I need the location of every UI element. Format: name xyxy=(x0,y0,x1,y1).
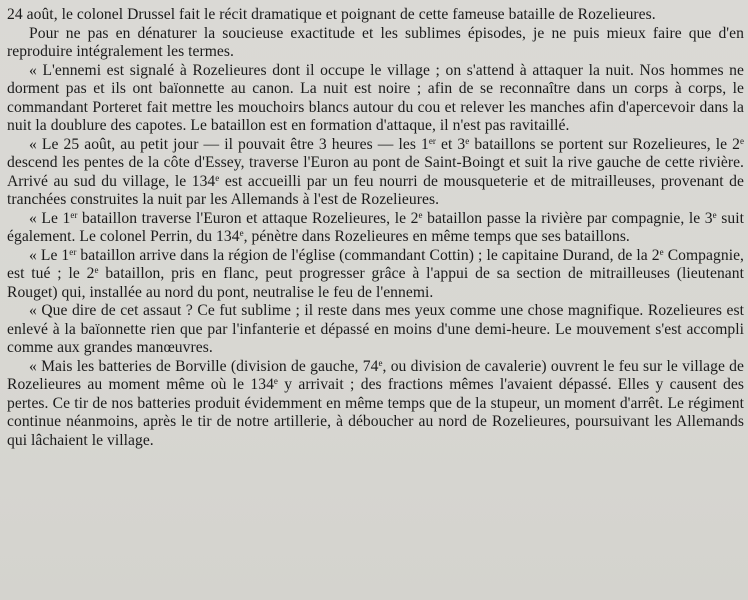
paragraph: « Mais les batteries de Borville (division de gauche, 74e, ou division de cavalerie) ouvrent le feu sur le village de Rozelieures au moment même où le 134e y arrivait ; des fractions mêmes l'avaient dépassé. Elles y causent des pertes. Ce tir de nos batteries produit évidemment en même temps que de la stupeur, un moment d'arrêt. Le régiment continue néanmoins, après le tir de notre artillerie, à déboucher au nord de Rozelieures, poursuivant les Allemands qui lâchaient le village. xyxy=(7,357,744,449)
paragraph: « L'ennemi est signalé à Rozelieures dont il occupe le village ; on s'attend à attaquer la nuit. Nos hommes ne dorment pas et ils ont baïonnette au canon. La nuit est noire ; afin de se reconnaître dans un corps à corps, le commandant Porteret fait mettre les mouchoirs blancs autour du cou et relever les manches afin d'apercevoir dans la nuit la doublure des capotes. Le bataillon est en formation d'attaque, il n'est pas ravitaillé. xyxy=(7,61,744,134)
paragraph: 24 août, le colonel Drussel fait le récit dramatique et poignant de cette fameuse bataille de Rozelieures. xyxy=(7,6,656,23)
paragraph: « Le 1er bataillon arrive dans la région de l'église (commandant Cottin) ; le capitaine Durand, de la 2e Compagnie, est tué ; le 2e bataillon, pris en flanc, peut progresser grâce à l'appui de sa section de mitrailleuses (lieutenant Rouget) qui, installée au nord du pont, neutralise le feu de l'ennemi. xyxy=(7,246,744,301)
paragraph: Pour ne pas en dénaturer la soucieuse exactitude et les sublimes épisodes, je ne puis mieux faire que d'en reproduire intégralement les termes. xyxy=(7,24,744,60)
paragraph: « Le 1er bataillon traverse l'Euron et attaque Rozelieures, le 2e bataillon passe la rivière par compagnie, le 3e suit également. Le colonel Perrin, du 134e, pénètre dans Rozelieures en même temps que ses bataillons. xyxy=(7,209,744,245)
paragraph: « Que dire de cet assaut ? Ce fut sublime ; il reste dans mes yeux comme une chose magnifique. Rozelieures est enlevé à la baïonnette rien que par l'infanterie et dépassé en moins d'une demi-heure. Le mouvement s'est accompli comme aux grandes manœuvres. xyxy=(7,302,744,356)
paragraph: « Le 25 août, au petit jour — il pouvait être 3 heures — les 1er et 3e bataillons se portent sur Rozelieures, le 2e descend les pentes de la côte d'Essey, traverse l'Euron au pont de Saint-Boingt et suit la rive gauche de cette rivière. Arrivé au sud du village, le 134e est accueilli par un feu nourri de mousqueterie et de mitrailleuses, provenant de tranchées construites la nuit par les Allemands à l'est de Rozelieures. xyxy=(7,135,744,208)
